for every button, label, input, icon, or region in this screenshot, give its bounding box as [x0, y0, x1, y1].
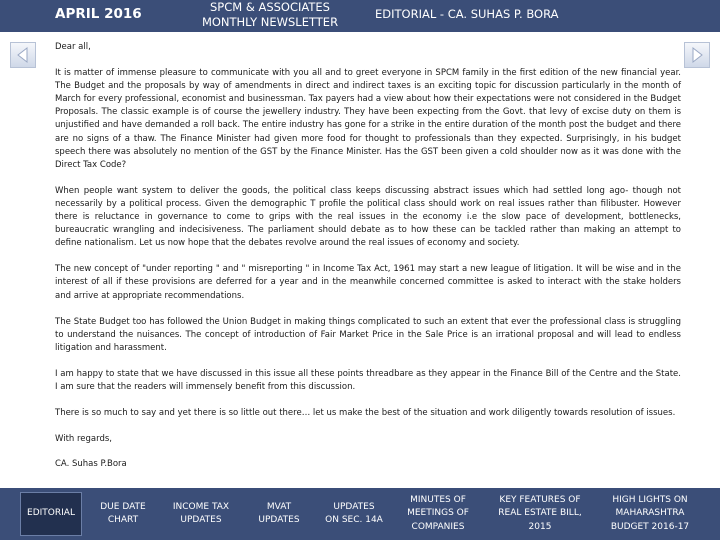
tab-label: 2015 [528, 521, 552, 532]
tab-label: BUDGET 2016-17 [610, 521, 690, 532]
tab-label: MINUTES OF [410, 494, 466, 505]
tab-editorial[interactable] [20, 492, 82, 536]
tab-label: INCOME TAX [172, 501, 230, 512]
triangle-right-icon [685, 43, 709, 67]
closing: With regards, [55, 434, 113, 445]
tab-label: UPDATES [180, 515, 222, 525]
tab-income-tax-updates[interactable] [162, 488, 240, 540]
firm-name: SPCM & ASSOCIATES [210, 0, 330, 14]
editorial-paragraph: It is matter of immense pleasure to communicate with you all and to greet everyone in SPCM family in the first edition of the new financial year. The Budget and the proposals by way of amendments in direct and indirect taxes is an exciting topic for discussion particularly in the month of March for every professional, economist and businessman. Tax payers had a view about how their expectations were not considered in the Budget Proposals. The classic example is of course the jewellery industry. They have been expecting from the Govt. that levy of excise duty on them is unjustified and have demanded a roll back. The entire industry has gone for a strike in the entire duration of the month post the budget and there are no signs of a thaw. The Finance Minister had given more food for thought to professionals than they expected. Surprisingly, in his budget speech there was absolutely no mention of the GST by the Finance Minister. Has the GST been given a cold shoulder now as it was done with the Direct Tax Code? [55, 68, 681, 170]
issue-date: APRIL 2016 [55, 6, 142, 22]
tab-label: CHART [107, 515, 139, 525]
tab-maharashtra-budget[interactable] [600, 488, 700, 540]
tab-label: REAL ESTATE BILL, [498, 508, 582, 519]
editorial-paragraph: There is so much to say and yet there is so little out there… let us make the best of the situation and work diligently towards resolution of issues. [55, 408, 676, 419]
tab-mvat-updates[interactable] [244, 488, 314, 540]
editorial-paragraph: The new concept of "under reporting " and " misreporting " in Income Tax Act, 1961 may start a new league of litigation. It will be wise and in the interest of all if these provisions are deferred for a year and in the meanwhile concerned committee is asked to interact with the stake holders and arrive at appropriate recommendations. [55, 264, 681, 301]
tab-label: UPDATES [258, 515, 300, 525]
tab-real-estate-bill[interactable] [488, 488, 592, 540]
tab-label: MAHARASHTRA [615, 508, 685, 519]
tab-label: COMPANIES [411, 521, 465, 532]
next-page-button[interactable] [684, 42, 710, 68]
triangle-left-icon [11, 43, 35, 67]
tab-label: MVAT [266, 501, 292, 512]
previous-page-button[interactable] [10, 42, 36, 68]
tab-label: HIGH LIGHTS ON [612, 494, 688, 505]
header-bar [0, 0, 720, 32]
tab-minutes-of-meetings[interactable] [396, 488, 480, 540]
tab-label: ON SEC. 14A [325, 515, 383, 525]
editorial-paragraph: I am happy to state that we have discussed in this issue all these points threadbare as they appear in the Finance Bill of the Centre and the State. I am sure that the readers will immensely benefit from this discussion. [55, 368, 681, 392]
tab-label: DUE DATE [100, 501, 146, 512]
tab-label: KEY FEATURES OF [499, 494, 581, 505]
section-title: EDITORIAL - CA. SUHAS P. BORA [375, 7, 559, 21]
signature: CA. Suhas P.Bora [55, 459, 127, 470]
tab-label: MEETINGS OF [407, 508, 469, 519]
tab-due-date-chart[interactable] [88, 488, 158, 540]
editorial-paragraph: The State Budget too has followed the Union Budget in making things complicated to such an extent that ever the professional class is struggling to understand the nuisances. The concept of introduction of Fair Market Price in the Sale Price is an irrational proposal and will lead to endless litigation and harassment. [55, 316, 681, 353]
tab-updates-sec-14a[interactable] [318, 488, 390, 540]
tab-label: EDITORIAL [27, 508, 75, 519]
editorial-content [55, 41, 681, 471]
greeting: Dear all, [55, 42, 91, 52]
newsletter-title [190, 0, 350, 30]
newsletter-name: MONTHLY NEWSLETTER [201, 15, 339, 29]
editorial-paragraph: When people want system to deliver the goods, the political class keeps discussing abstract issues which had settled long ago- though not necessarily by a political process. Given the demographic T profile the political class should work on real issues rather than filibuster. However there is reluctance in governance to come to grips with the real issues in the economy i.e the slow pace of development, bottlenecks, bureaucratic wrangling and indecisiveness. The parliament should debate as to how these can be tackled rather than making an attempt to define nationalism. Let us now hope that the debates revolve around the real issues of economy and society. [55, 185, 681, 249]
footer-nav [0, 488, 720, 540]
tab-label: UPDATES [333, 501, 375, 512]
